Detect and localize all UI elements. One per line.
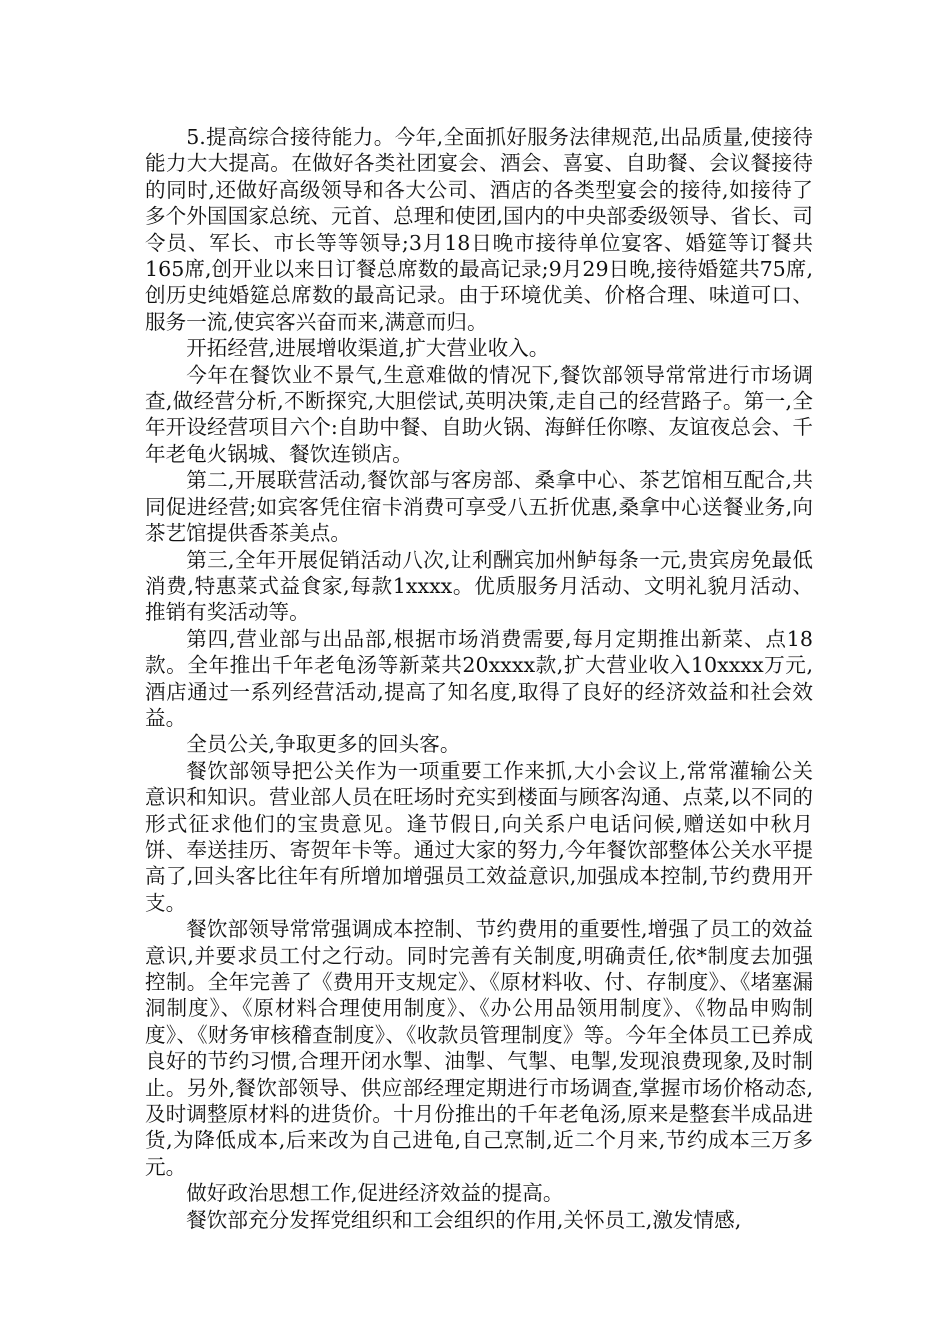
document-page: [145, 124, 813, 1233]
heading-expand-operations: 开拓经营,进展增收渠道,扩大营业收入。: [186, 336, 550, 361]
paragraph-new-dishes: 第四,营业部与出品部,根据市场消费需要,每月定期推出新菜、点18款。全年推出千年老龟汤等新菜共20xxxx款,扩大营业收入10xxxx万元,酒店通过一系列经营活动,提高了知名度,取得了良好的经济效益和社会效益。: [145, 626, 813, 730]
paragraph-promotions: 第三,全年开展促销活动八次,让利酬宾加州鲈每条一元,贵宾房免最低消费,特惠菜式益食家,每款1xxxx。优质服务月活动、文明礼貌月活动、推销有奖活动等。: [145, 547, 813, 625]
paragraph-public-relations: 餐饮部领导把公关作为一项重要工作来抓,大小会议上,常常灌输公关意识和知识。营业部人员在旺场时充实到楼面与顾客沟通、点菜,以不同的形式征求他们的宝贵意见。逢节假日,向关系户电话问候,赠送如中秋月饼、奉送挂历、寄贺年卡等。通过大家的努力,今年餐饮部整体公关水平提高了,回头客比往年有所增加增强员工效益意识,加强成本控制,节约费用开支。: [145, 758, 813, 915]
paragraph-joint-operations: 第二,开展联营活动,餐饮部与客房部、桑拿中心、茶艺馆相互配合,共同促进经营;如宾客凭住宿卡消费可享受八五折优惠,桑拿中心送餐业务,向茶艺馆提供香茶美点。: [145, 468, 813, 546]
heading-public-relations: 全员公关,争取更多的回头客。: [186, 732, 461, 757]
paragraph-cost-control: 餐饮部领导常常强调成本控制、节约费用的重要性,增强了员工的效益意识,并要求员工付之行动。同时完善有关制度,明确责任,依*制度去加强控制。全年完善了《费用开支规定》、《原材料收、付、存制度》、《堵塞漏洞制度》、《原材料合理使用制度》、《办公用品领用制度》、《物品申购制度》、《财务审核稽查制度》、《收款员管理制度》等。今年全体员工已养成良好的节约习惯,合理开闭水掣、油掣、气掣、电掣,发现浪费现象,及时制止。另外,餐饮部领导、供应部经理定期进行市场调查,掌握市场价格动态,及时调整原材料的进货价。十月份推出的千年老龟汤,原来是整套半成品进货,为降低成本,后来改为自己进龟,自己烹制,近二个月来,节约成本三万多元。: [145, 917, 813, 1179]
paragraph-reception-capacity: 5.提高综合接待能力。今年,全面抓好服务法律规范,出品质量,使接待能力大大提高。在做好各类社团宴会、酒会、喜宴、自助餐、会议餐接待的同时,还做好高级领导和各大公司、酒店的各类型宴会的接待,如接待了多个外国国家总统、元首、总理和使团,国内的中央部委级领导、省长、司令员、军长、市长等等领导;3月18日晚市接待单位宴客、婚筵等订餐共165席,创开业以来日订餐总席数的最高记录;9月29日晚,接待婚筵共75席,创历史纯婚筵总席数的最高记录。由于环境优美、价格合理、味道可口、服务一流,使宾客兴奋而来,满意而归。: [145, 125, 813, 334]
heading-political-work: 做好政治思想工作,促进经济效益的提高。: [186, 1181, 564, 1206]
paragraph-market-research: 今年在餐饮业不景气,生意难做的情况下,餐饮部领导常常进行市场调查,做经营分析,不断探究,大胆偿试,英明决策,走自己的经营路子。第一,全年开设经营项目六个:自助中餐、自助火锅、海鲜任你嚓、友谊夜总会、千年老龟火锅城、餐饮连锁店。: [145, 362, 813, 466]
paragraph-party-organization: 餐饮部充分发挥党组织和工会组织的作用,关怀员工,激发情感,: [186, 1207, 742, 1232]
